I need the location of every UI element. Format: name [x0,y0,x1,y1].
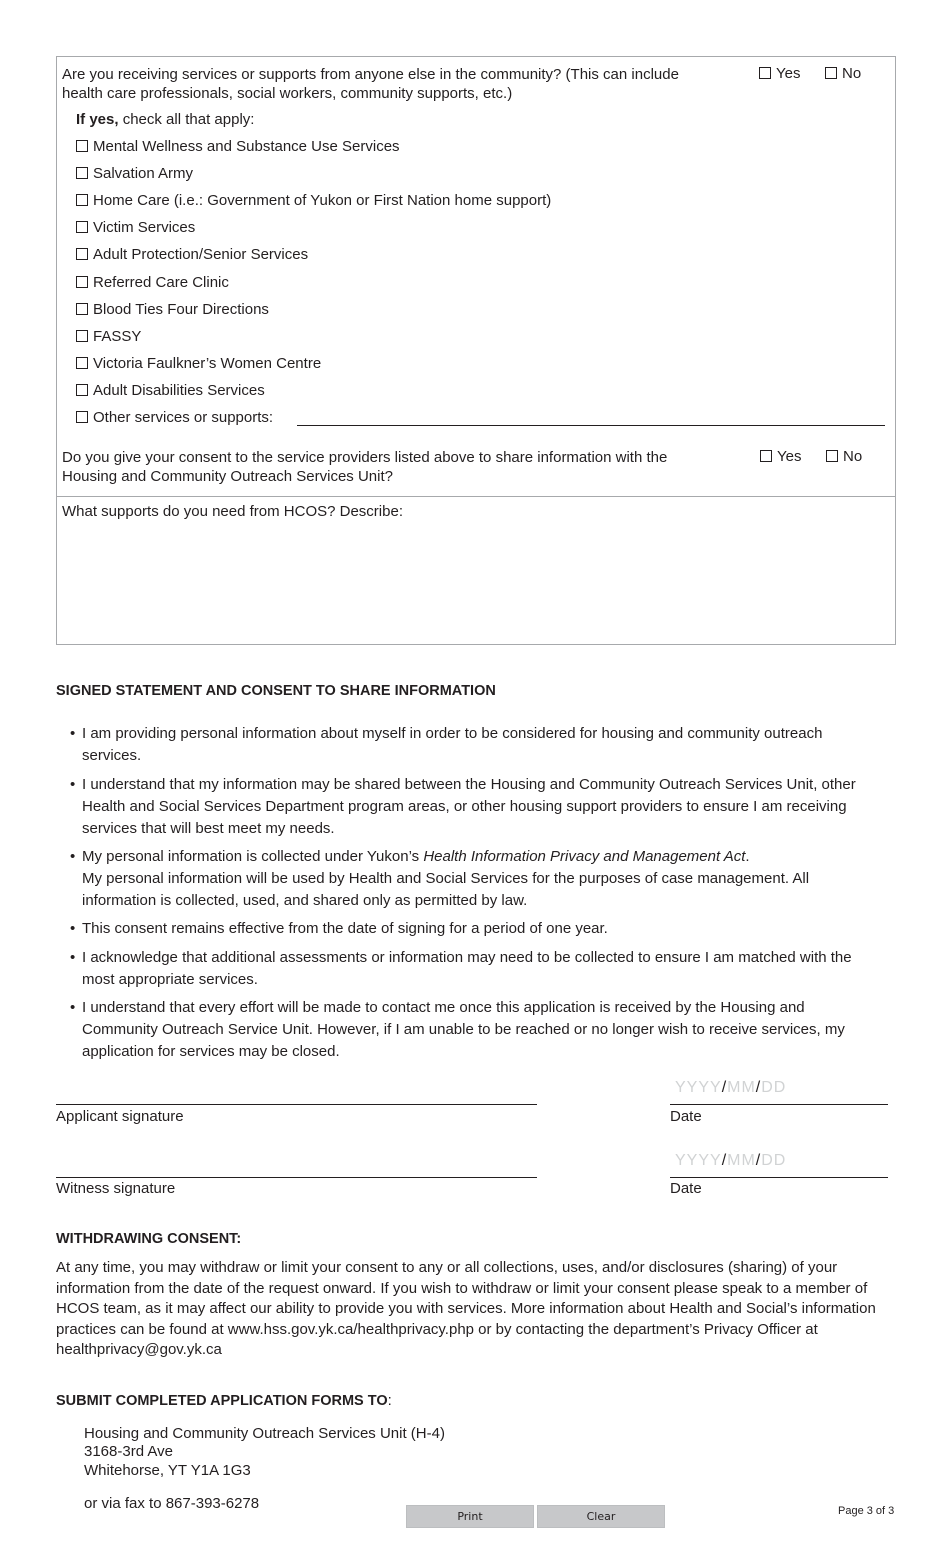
clear-button[interactable]: Clear [537,1505,665,1528]
consent-bullet [70,918,870,940]
q2-no-checkbox[interactable] [826,450,838,462]
service-checkbox[interactable] [76,276,88,288]
applicant-date-label: Date [670,1108,702,1125]
bullet-text: I understand that my information may be shared between the Housing and Community Outreach Services Unit, other Health and Social Services Department program areas, or other housing support providers to ensure I am receiving services that will best meet my needs. [82,776,856,837]
act-name: Health Information Privacy and Management Act [423,848,746,865]
print-button[interactable]: Print [406,1505,534,1528]
withdrawing-consent-text: At any time, you may withdraw or limit your consent to any or all collections, uses, and/or disclosures (sharing) of your information from the date of the request onward. If you wish to withdraw or limit your consent please speak to a member of HCOS team, as it may affect our ability to provide you with services. More information about Health and Social’s information practices can be found at www.hss.gov.yk.ca/healthprivacy.php or by contacting the department’s Privacy Officer at healthprivacy@gov.yk.ca [56,1259,876,1358]
q1-yes-label: Yes [776,65,801,82]
if-yes-rest: check all that apply: [118,111,255,128]
address-line: Whitehorse, YT Y1A 1G3 [84,1462,251,1479]
service-item[interactable] [76,219,195,236]
service-item[interactable] [76,274,229,291]
applicant-date-line [670,1104,888,1105]
bullet-text: I am providing personal information about myself in order to be considered for housing and community outreach services. [82,725,823,764]
service-checkbox[interactable] [76,330,88,342]
service-checkbox[interactable] [76,248,88,260]
consent-bullet [70,947,870,991]
service-item[interactable] [76,355,321,372]
date-month: MM [727,1152,756,1169]
submit-heading-colon: : [387,1392,392,1409]
service-item[interactable] [76,165,193,182]
service-item[interactable] [76,328,141,345]
witness-date-field[interactable] [675,1152,786,1170]
signed-statement-heading: SIGNED STATEMENT AND CONSENT TO SHARE INFORMATION [56,683,496,699]
q2-yes-label: Yes [777,448,802,465]
bullet3-rest: My personal information will be used by Health and Social Services for the purposes of case management. All information is collected, used, and shared only as permitted by law. [82,870,810,909]
other-services-input-line[interactable] [297,425,885,426]
service-checkbox[interactable] [76,167,88,179]
q2-no-label: No [843,448,863,465]
bullet-dot: • [70,776,76,793]
bullet-dot: • [70,949,76,966]
address-line: 3168-3rd Ave [84,1443,173,1460]
service-item[interactable] [76,246,308,263]
service-label: Mental Wellness and Substance Use Services [93,138,400,155]
submit-heading-text: SUBMIT COMPLETED APPLICATION FORMS TO [56,1393,388,1409]
date-sep: / [755,1079,762,1096]
consent-bullet [70,997,870,1063]
service-item-other[interactable] [76,409,273,426]
q1-no-option[interactable] [825,65,861,82]
applicant-signature-label: Applicant signature [56,1108,184,1125]
date-day: DD [761,1079,787,1096]
q2-no-option[interactable] [826,448,862,465]
service-checkbox[interactable] [76,357,88,369]
service-item[interactable] [76,192,551,209]
q2-yes-option[interactable] [760,448,801,465]
service-item[interactable] [76,301,269,318]
service-label: FASSY [93,328,142,345]
bullet-text: I acknowledge that additional assessments or information may need to be collected to ensure I am matched with the most appropriate services. [82,949,852,988]
bullet-text: I understand that every effort will be made to contact me once this application is received by the Housing and Community Outreach Service Unit. However, if I am unable to be reached or no longer wish to receive services, my application for services may be closed. [82,999,845,1060]
date-year: YYYY [675,1152,722,1169]
service-checkbox[interactable] [76,194,88,206]
service-label: Adult Disabilities Services [93,382,265,399]
if-yes-instruction [76,111,254,128]
fax-number: or via fax to 867-393-6278 [84,1495,260,1512]
date-month: MM [727,1079,756,1096]
witness-date-label: Date [670,1180,702,1197]
service-label: Home Care (i.e.: Government of Yukon or First Nation home support) [93,192,552,209]
bullet-dot: • [70,725,76,742]
submit-heading [56,1392,392,1409]
bullet3-prefix: My personal information is collected under Yukon’s [82,848,424,865]
service-label: Victoria Faulkner’s Women Centre [93,355,322,372]
service-checkbox[interactable] [76,384,88,396]
service-label: Victim Services [93,219,196,236]
consent-bullet [70,723,870,767]
q1-no-checkbox[interactable] [825,67,837,79]
date-sep: / [721,1152,728,1169]
question-consent-share: Do you give your consent to the service providers listed above to share information with the Housing and Community Outreach Services Unit? [62,449,668,485]
address-line: Housing and Community Outreach Services Unit (H-4) [84,1425,445,1442]
supports-needed-textarea[interactable] [60,525,890,637]
date-sep: / [721,1079,728,1096]
witness-signature-line[interactable] [56,1177,537,1178]
date-day: DD [761,1152,787,1169]
q2-yes-checkbox[interactable] [760,450,772,462]
service-checkbox[interactable] [76,411,88,423]
withdrawing-consent-heading: WITHDRAWING CONSENT: [56,1231,242,1247]
bullet-dot: • [70,920,76,937]
if-yes-bold: If yes, [76,111,119,128]
service-label: Adult Protection/Senior Services [93,246,309,263]
bullet-dot: • [70,848,76,865]
bullet-dot: • [70,999,76,1016]
service-item[interactable] [76,138,400,155]
bullet-text: This consent remains effective from the date of signing for a period of one year. [82,920,608,937]
service-label: Referred Care Clinic [93,274,229,291]
consent-bullet [70,774,870,840]
page-number: Page 3 of 3 [838,1505,895,1517]
service-checkbox[interactable] [76,303,88,315]
service-item[interactable] [76,382,265,399]
service-label: Blood Ties Four Directions [93,301,269,318]
service-checkbox[interactable] [76,221,88,233]
date-sep: / [755,1152,762,1169]
service-label: Other services or supports: [93,409,274,426]
q1-no-label: No [842,65,862,82]
q1-yes-option[interactable] [759,65,800,82]
witness-signature-label: Witness signature [56,1180,176,1197]
consent-bullet [70,846,870,912]
service-label: Salvation Army [93,165,194,182]
applicant-date-field[interactable] [675,1079,786,1097]
section-divider [56,496,896,497]
applicant-signature-line[interactable] [56,1104,537,1105]
date-year: YYYY [675,1079,722,1096]
witness-date-line [670,1177,888,1178]
bullet-text [70,846,870,912]
q1-yes-checkbox[interactable] [759,67,771,79]
bullet3-period: . [745,848,750,865]
service-checkbox[interactable] [76,140,88,152]
question-receiving-services: Are you receiving services or supports from anyone else in the community? (This can include health care professionals, social workers, community supports, etc.) [62,66,679,102]
supports-needed-label: What supports do you need from HCOS? Describe: [62,503,403,520]
